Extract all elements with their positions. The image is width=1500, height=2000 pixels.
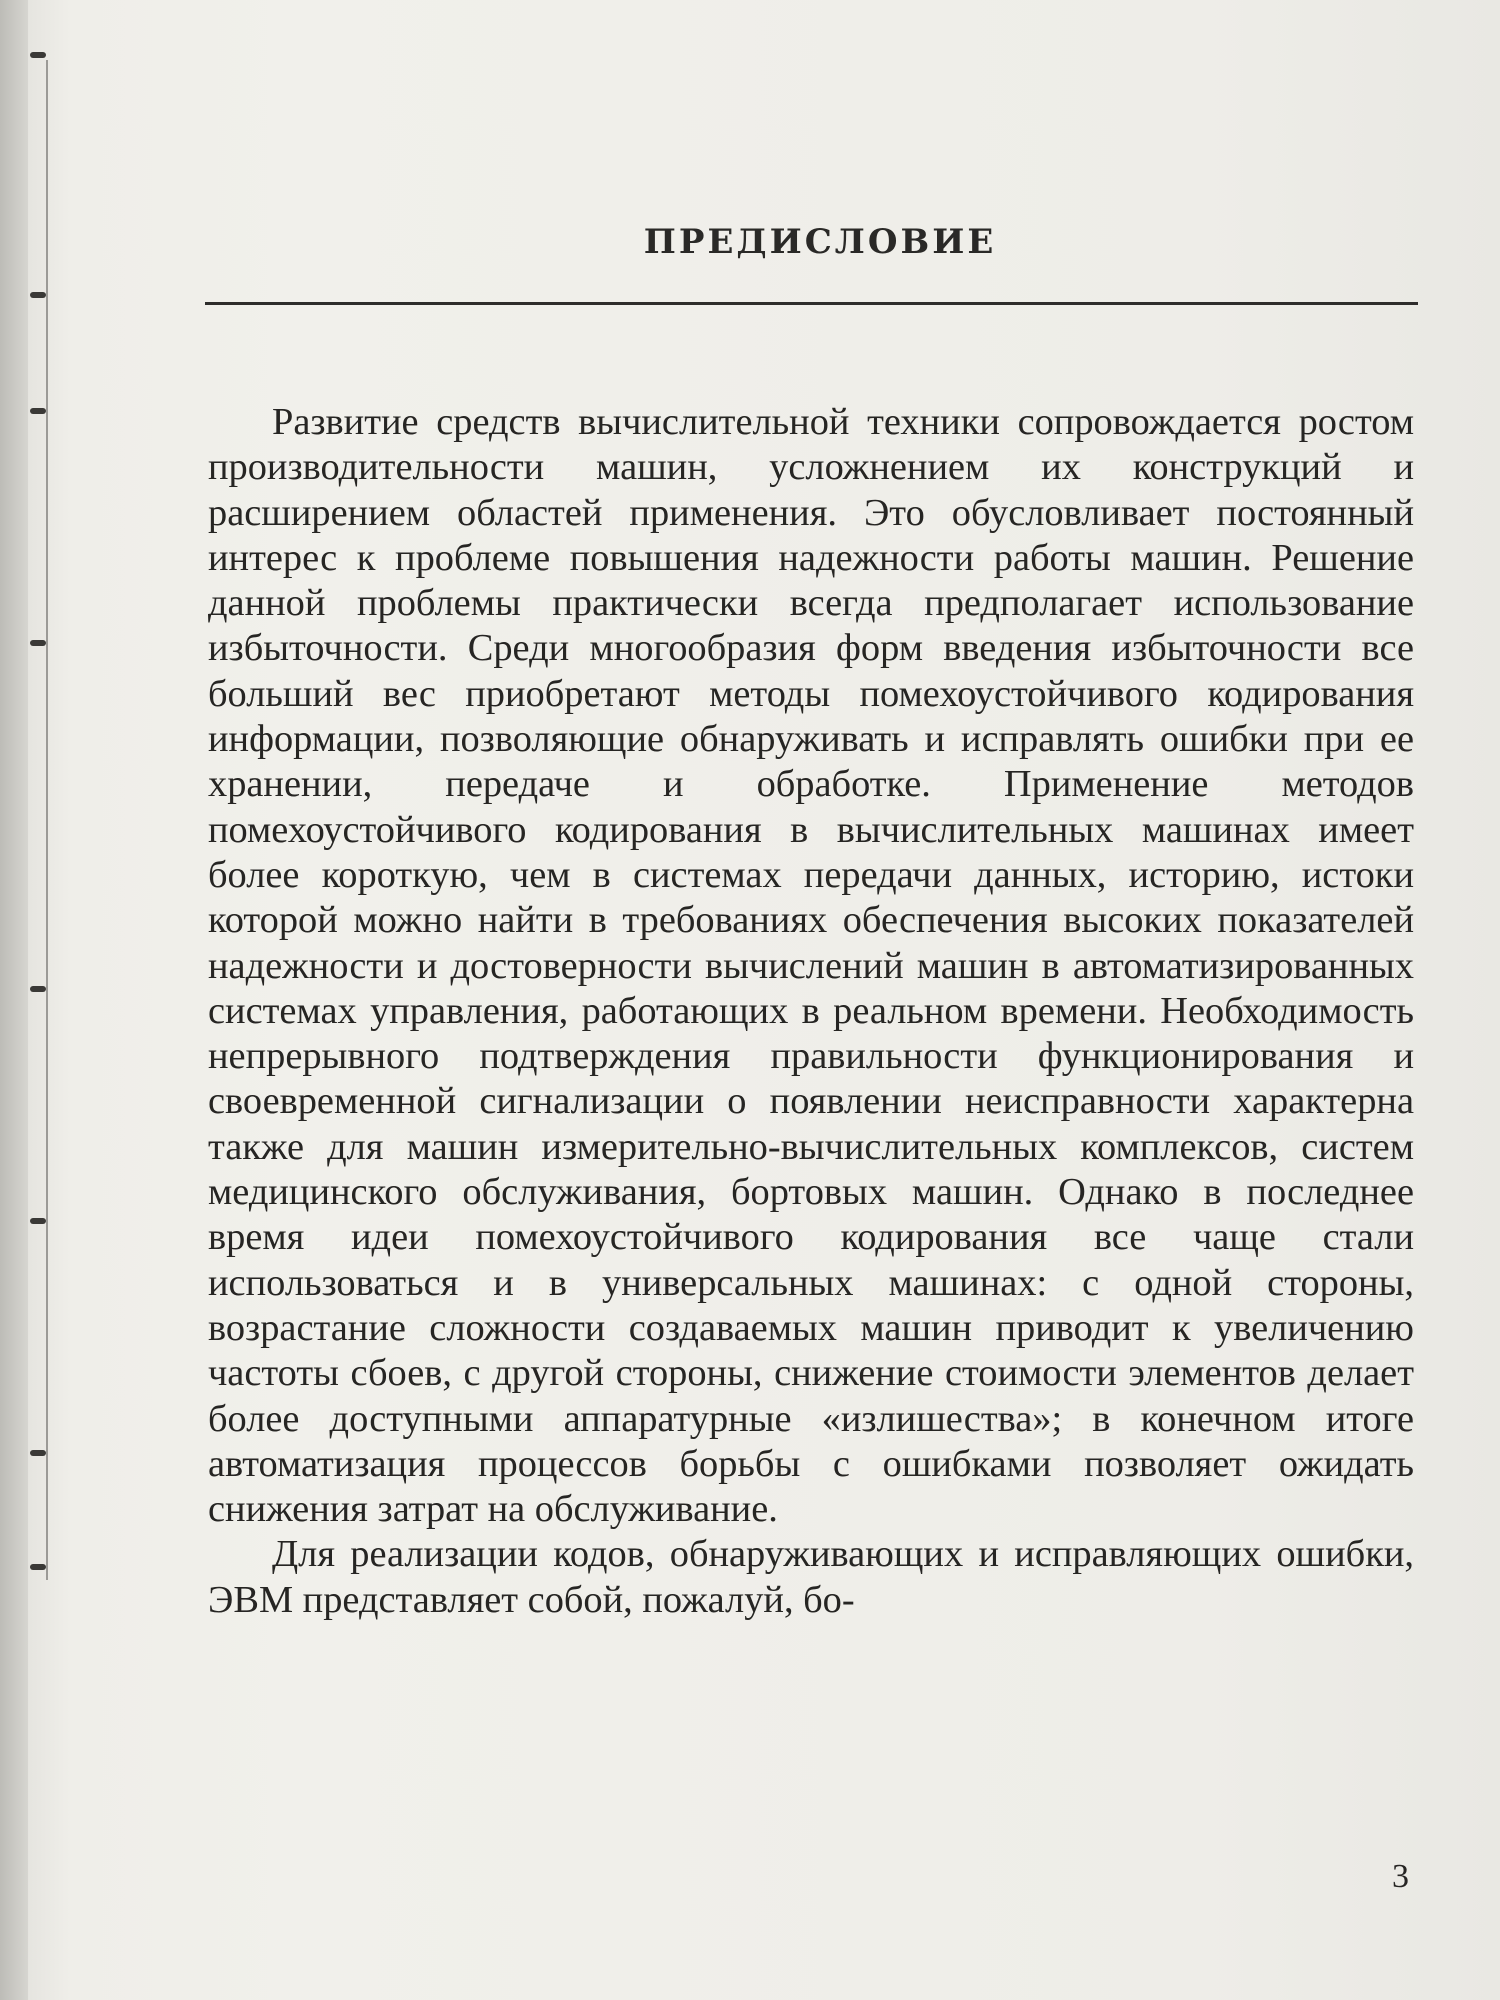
title-rule (205, 302, 1418, 305)
book-spine (0, 0, 28, 2000)
binding-stitch (30, 292, 46, 298)
binding-thread (46, 60, 48, 1580)
binding-stitch (30, 52, 46, 58)
binding-stitch (30, 986, 46, 992)
chapter-title: ПРЕДИСЛОВИЕ (643, 222, 997, 262)
binding-stitch (30, 1218, 46, 1224)
binding-stitch (30, 408, 46, 414)
paragraph: Для реализации кодов, обнаруживающих и исправляющих ошибки, ЭВМ представляет собой, пожалуй, бо- (208, 1533, 1414, 1621)
body-text (208, 400, 1414, 1623)
binding-stitch (30, 1564, 46, 1570)
binding-stitch (30, 640, 46, 646)
binding-stitch (30, 1450, 46, 1456)
paragraph: Развитие средств вычислительной техники сопровождается ростом производительности машин, усложнением их конструкций и расширением областей применения. Это обусловливает постоянный интерес к проблеме повышения надежности работы машин. Решение данной проблемы практически всегда предполагает использование избыточности. Среди многообразия форм введения избыточности все больший вес приобретают методы помехоустойчивого кодирования информации, позволяющие обнаруживать и исправлять ошибки при ее хранении, передаче и обработке. Применение методов помехоустойчивого кодирования в вычислительных машинах имеет более короткую, чем в системах передачи данных, историю, истоки которой можно найти в требованиях обеспечения высоких показателей надежности и достоверности вычислений машин в автоматизированных системах управления, работающих в реальном времени. Необходимость непрерывного подтверждения правильности функционирования и своевременной сигнализации о появлении неисправности характерна также для машин измерительно-вычислительных комплексов, систем медицинского обслуживания, бортовых машин. Однако в последнее время идеи помехоустойчивого кодирования все чаще стали использоваться и в универсальных машинах: с одной стороны, возрастание сложности создаваемых машин приводит к увеличению частоты сбоев, с другой стороны, снижение стоимости элементов делает более доступными аппаратурные «излишества»; в конечном итоге автоматизация процессов борьбы с ошибками позволяет ожидать снижения затрат на обслуживание. (208, 401, 1414, 1531)
page-number: 3 (1392, 1858, 1409, 1895)
